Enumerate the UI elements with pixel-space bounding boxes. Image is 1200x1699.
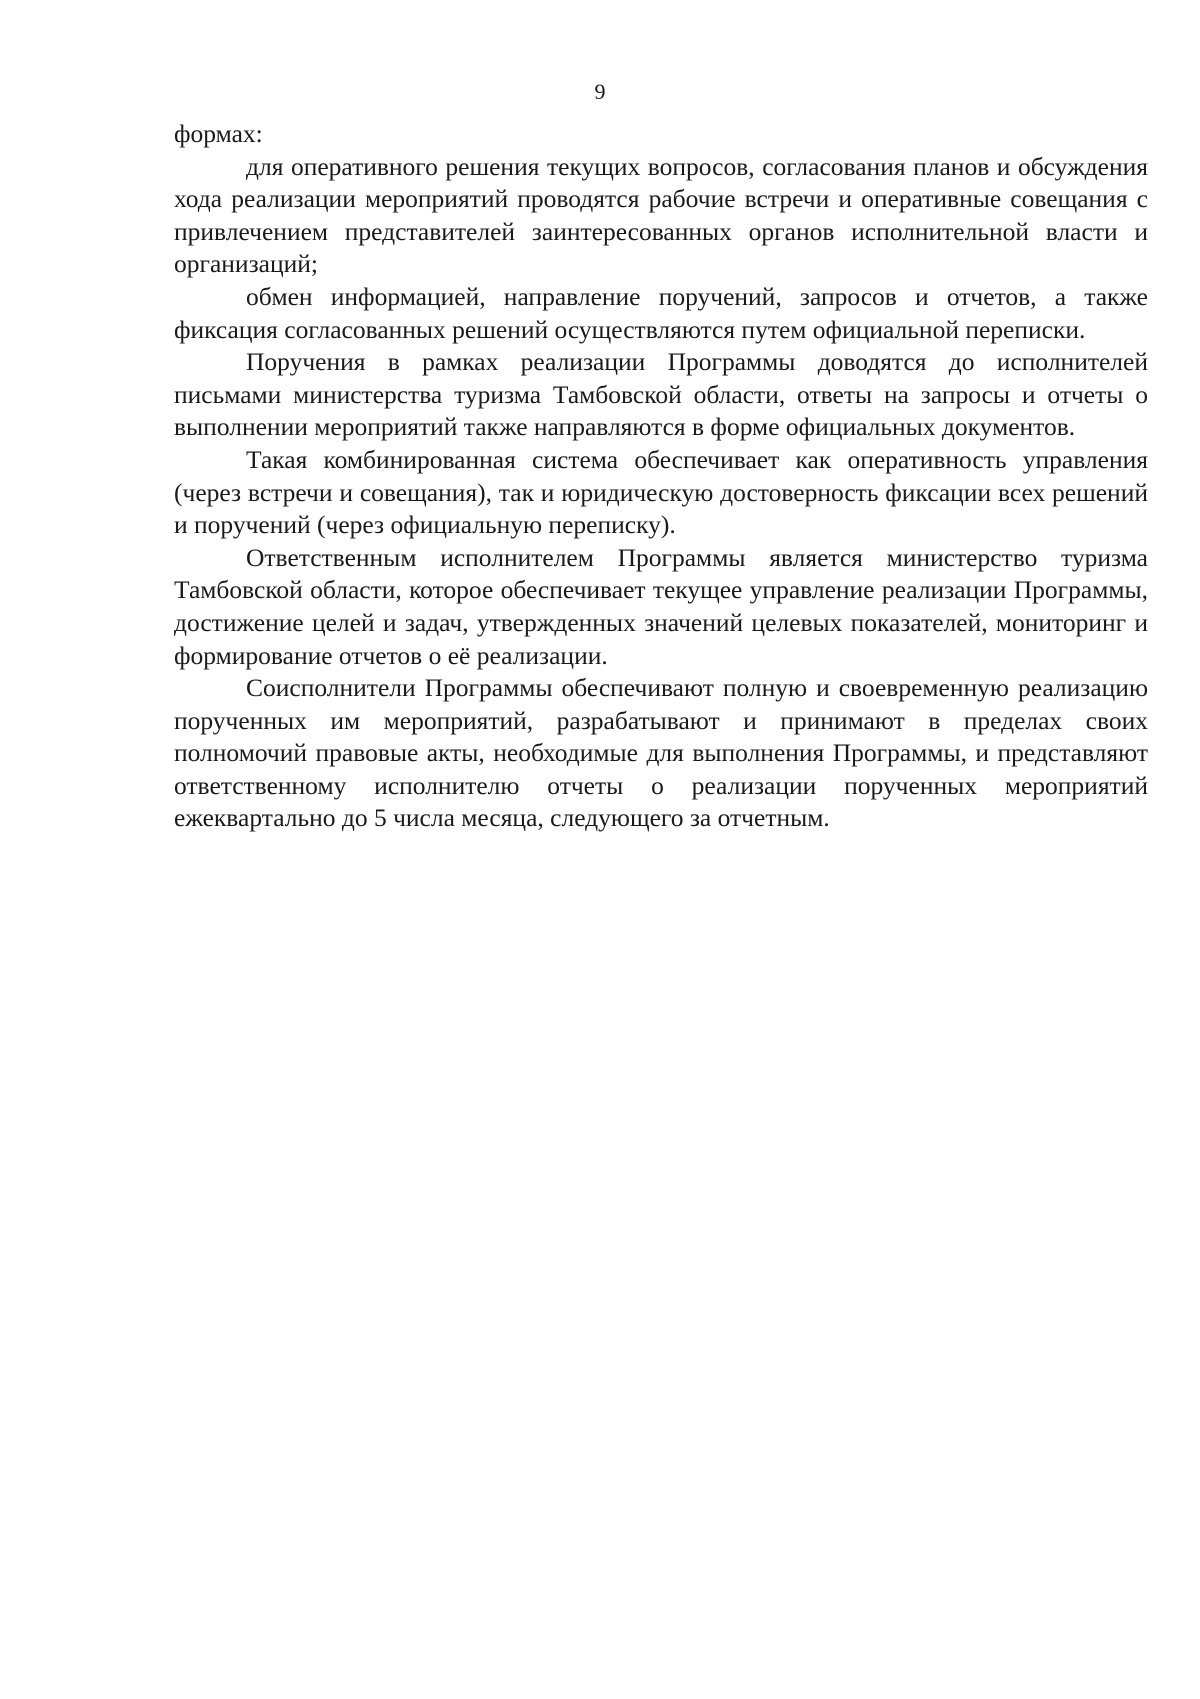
paragraph-correspondence: обмен информацией, направление поручений, запросов и отчетов, а также фиксация согласованных решений осуществляются путем официальной переписки. bbox=[174, 281, 1148, 344]
paragraph-meetings: для оперативного решения текущих вопросов, согласования планов и обсуждения хода реализации мероприятий проводятся рабочие встречи и оперативные совещания с привлечением представителей заинтересованных органов исполнительной власти и организаций; bbox=[174, 151, 1148, 279]
paragraph-responsible-executor: Ответственным исполнителем Программы является министерство туризма Тамбовской области, которое обеспечивает текущее управление реализации Программы, достижение целей и задач, утвержденных значений целевых показателей, мониторинг и формирование отчетов о её реализации. bbox=[174, 542, 1148, 670]
document-body bbox=[174, 118, 1148, 835]
paragraph-instructions: Поручения в рамках реализации Программы доводятся до исполнителей письмами министерства туризма Тамбовской области, ответы на запросы и отчеты о выполнении мероприятий также направляются в форме официальных документов. bbox=[174, 347, 1148, 442]
page-number: 9 bbox=[594, 79, 606, 104]
paragraph-continuation: формах: bbox=[174, 119, 263, 148]
paragraph-combined-system: Такая комбинированная система обеспечивает как оперативность управления (через встречи и совещания), так и юридическую достоверность фиксации всех решений и поручений (через официальную переписку). bbox=[174, 444, 1148, 540]
paragraph-co-executors: Соисполнители Программы обеспечивают полную и своевременную реализацию порученных им мероприятий, разрабатывают и принимают в пределах своих полномочий правовые акты, необходимые для выполнения Программы, и представляют ответственному исполнителю отчеты о реализации порученных мероприятий ежеквартально до 5 числа месяца, следующего за отчетным. bbox=[174, 673, 1148, 833]
